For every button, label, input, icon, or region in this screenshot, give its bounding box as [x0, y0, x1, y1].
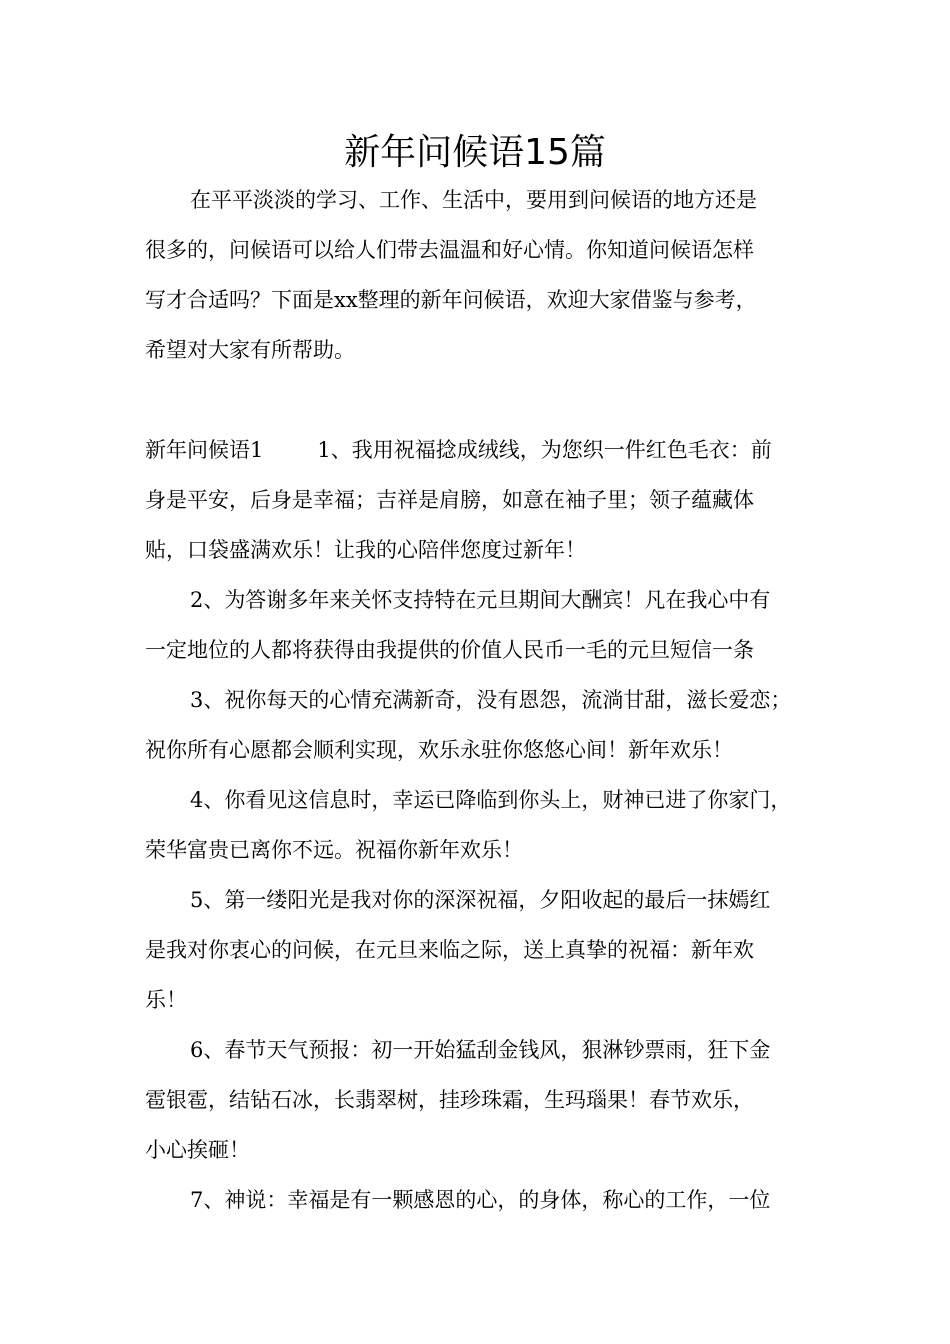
intro-line: 希望对大家有所帮助。	[145, 338, 355, 362]
intro-line: 写才合适吗？下面是xx整理的新年问候语，欢迎大家借鉴与参考，	[145, 288, 757, 312]
item-line: 乐！	[145, 988, 187, 1012]
item-line: 一定地位的人都将获得由我提供的价值人民币一毛的元旦短信一条	[145, 638, 754, 662]
item-line: 小心挨砸！	[145, 1138, 250, 1162]
item-line: 祝你所有心愿都会顺利实现，欢乐永驻你悠悠心间！新年欢乐！	[145, 738, 733, 762]
intro-line: 很多的，问候语可以给人们带去温温和好心情。你知道问候语怎样	[145, 238, 754, 262]
section-first-line	[145, 435, 772, 465]
item-line: 雹银雹，结钻石冰，长翡翠树，挂珍珠霜，生玛瑙果！春节欢乐，	[145, 1088, 754, 1112]
item-line: 3、祝你每天的心情充满新奇，没有恩怨，流淌甘甜，滋长爱恋；	[190, 688, 792, 712]
item-line: 是我对你衷心的问候，在元旦来临之际，送上真挚的祝福：新年欢	[145, 938, 754, 962]
item-line: 2、为答谢多年来关怀支持特在元旦期间大酬宾！凡在我心中有	[190, 588, 771, 612]
document-title: 新年问候语15篇	[344, 132, 606, 173]
item-text: 1、我用祝福捻成绒线，为您织一件红色毛衣：前	[317, 438, 772, 462]
item-line: 身是平安，后身是幸福；吉祥是肩膀，如意在袖子里；领子蕴藏体	[145, 488, 754, 512]
item-line: 6、春节天气预报：初一开始猛刮金钱风，狠淋钞票雨，狂下金	[190, 1038, 771, 1062]
item-line: 5、第一缕阳光是我对你的深深祝福，夕阳收起的最后一抹嫣红	[190, 888, 771, 912]
item-line: 7、神说：幸福是有一颗感恩的心，的身体，称心的工作，一位	[190, 1188, 771, 1212]
item-line: 贴，口袋盛满欢乐！让我的心陪伴您度过新年！	[145, 538, 586, 562]
section-heading: 新年问候语1	[145, 438, 264, 462]
item-line: 4、你看见这信息时，幸运已降临到你头上，财神已进了你家门，	[190, 788, 792, 812]
intro-line: 在平平淡淡的学习、工作、生活中，要用到问候语的地方还是	[190, 188, 757, 212]
item-line: 荣华富贵已离你不远。祝福你新年欢乐！	[145, 838, 523, 862]
